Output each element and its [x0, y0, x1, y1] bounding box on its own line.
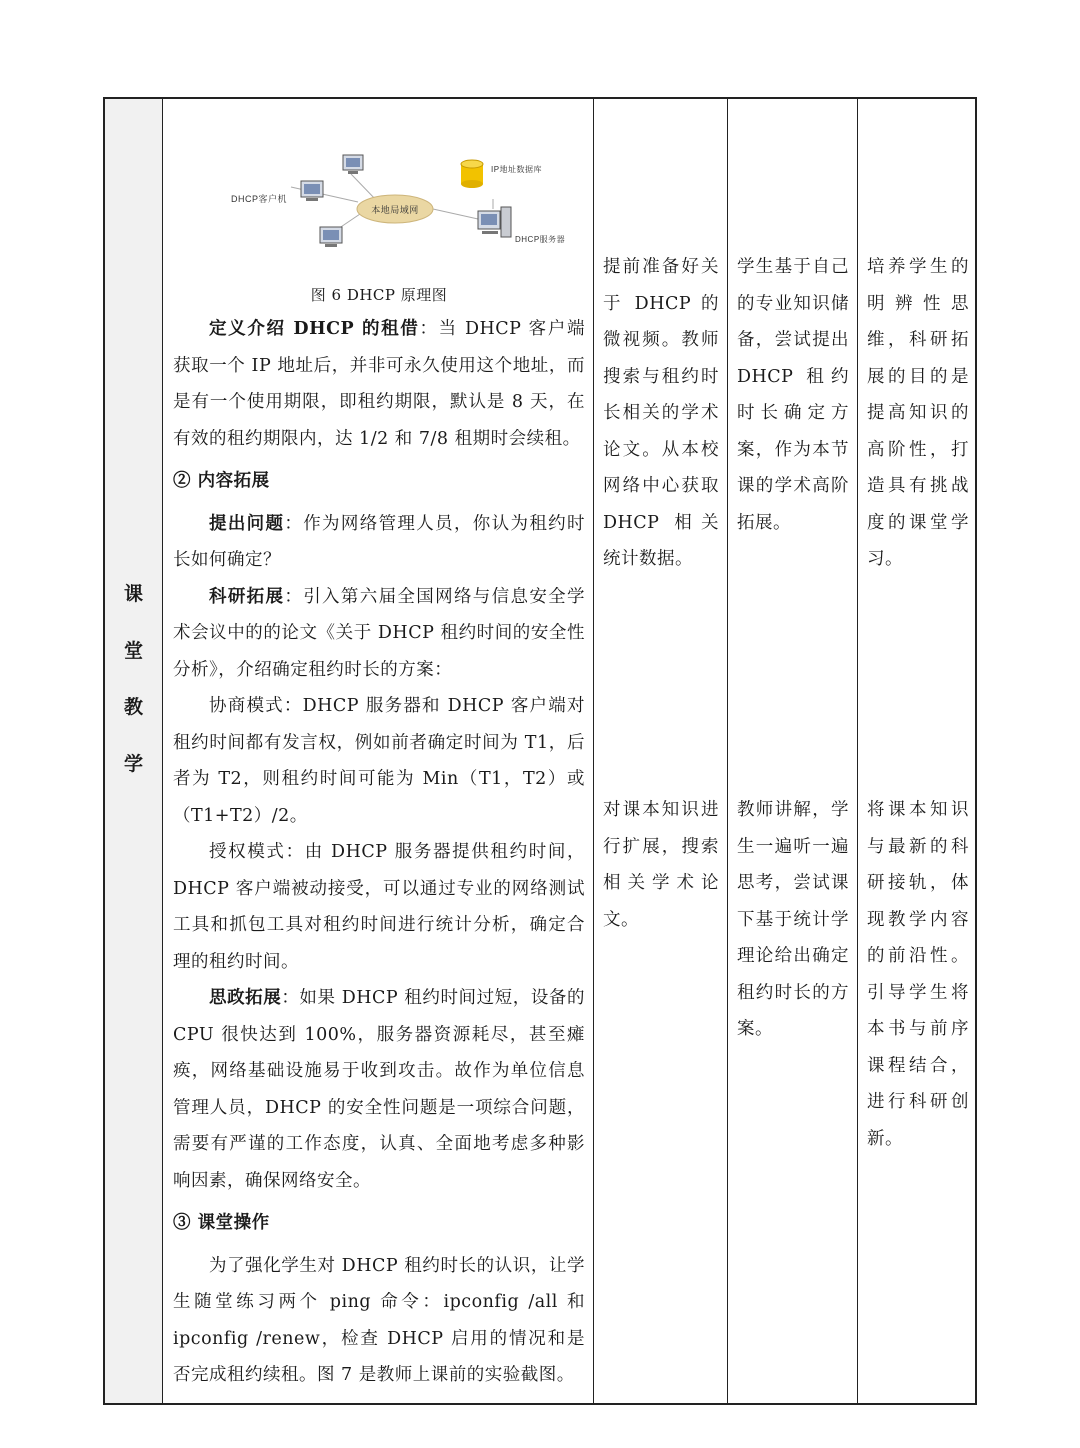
paragraph-heading: 思政拓展 [209, 988, 282, 1008]
server-label: DHCP服务器 [515, 235, 566, 244]
lan-label: 本地局域网 [371, 205, 419, 215]
section-heading: ③ 课堂操作 [173, 1213, 270, 1233]
teacher-activity-a: 提前准备好关于 DHCP 的微视频。教师搜索与租约时长相关的学术论文。从本校网络中心获取 DHCP 相关统计数据。 [603, 257, 719, 569]
paragraph-text: ：如果 DHCP 租约时间过短，设备的 CPU 很快达到 100%，服务器资源耗尽，甚至瘫痪，网络基础设施易于收到攻击。故作为单位信息管理人员，DHCP 的安全性问题是一项综合问题，需要有严谨的工作态度，认真、全面地考虑多种影响因素，确保网络安全。 [173, 988, 585, 1191]
paragraph-text: ：当 DHCP 客户端获取一个 IP 地址后，并非可永久使用这个地址，而是有一个使用期限，即租约期限，默认是 8 天，在有效的租约期限内，达 1/2 和 7/8 租期时会续租。 [173, 319, 585, 449]
paragraph-heading: 提出问题 [209, 513, 285, 534]
client-computer-icon [320, 227, 342, 247]
section-label-char: 堂 [123, 640, 143, 662]
section-heading: ② 内容拓展 [173, 471, 270, 491]
paragraph-heading: 定义介绍 DHCP 的租借 [209, 319, 420, 339]
paragraph-ideology [173, 980, 585, 1199]
network-diagram-svg [173, 99, 585, 279]
client-computer-icon [343, 155, 363, 174]
column-divider [593, 99, 594, 1403]
section-label-column [105, 99, 162, 1403]
db-label: IP地址数据库 [491, 165, 543, 174]
paragraph-heading: 科研拓展 [209, 586, 285, 607]
column-divider [727, 99, 728, 1403]
design-intent-a: 培养学生的明辨性思维，科研拓展的目的是提高知识的高阶性，打造具有挑战度的课堂学习。 [867, 257, 969, 569]
design-intent-b: 将课本知识与最新的科研接轨，体现教学内容的前沿性。引导学生将本书与前序课程结合，进行科研创新。 [867, 800, 969, 1149]
paragraph-classroom-operation: 为了强化学生对 DHCP 租约时长的认识，让学生随堂练习两个 ping 命令：ipconfig /all 和 ipconfig /renew，检查 DHCP 启用的情况和是否完成租约续租。图 7 是教师上课前的实验截图。 [173, 1255, 585, 1385]
paragraph-text: ：作为网络管理人员，你认为租约时长如何确定？ [173, 513, 586, 570]
section-label-char: 学 [123, 753, 143, 775]
student-activity-b: 教师讲解，学生一遍听一遍思考，尝试课下基于统计学理论给出确定租约时长的方案。 [737, 800, 849, 1039]
section-label-char: 课 [123, 583, 143, 605]
column-divider [857, 99, 858, 1403]
column-divider [162, 99, 163, 1403]
paragraph-negotiation-mode: 协商模式：DHCP 服务器和 DHCP 客户端对租约时间都有发言权，例如前者确定时间为 T1，后者为 T2，则租约时间可能为 Min（T1，T2）或（T1+T2）/2。 [173, 696, 585, 826]
client-label: DHCP客户机 [231, 194, 288, 204]
lesson-table [103, 97, 977, 1405]
paragraph-research [173, 579, 585, 689]
client-computer-icon [301, 181, 323, 201]
dhcp-principle-diagram [173, 99, 585, 279]
teacher-activity-b: 对课本知识进行扩展，搜索相关学术论文。 [603, 800, 719, 930]
paragraph-question [173, 506, 585, 579]
figure-caption: 图 6 DHCP 原理图 [310, 286, 448, 304]
student-activity-a: 学生基于自己的专业知识储备，尝试提出 DHCP 租约时长确定方案，作为本节课的学术高阶拓展。 [737, 257, 849, 533]
paragraph-text: ：引入第六届全国网络与信息安全学术会议中的的论文《关于 DHCP 租约时间的安全性分析》，介绍确定租约时长的方案： [173, 586, 586, 680]
paragraph-authorization-mode: 授权模式：由 DHCP 服务器提供租约时间，DHCP 客户端被动接受，可以通过专业的网络测试工具和抓包工具对租约时间进行统计分析，确定合理的租约时间。 [173, 842, 585, 972]
section-label-char: 教 [123, 696, 143, 718]
server-computer-icon [478, 207, 511, 237]
paragraph-lease-definition [173, 311, 585, 457]
teaching-content-column [173, 99, 585, 1394]
database-icon [461, 160, 483, 188]
